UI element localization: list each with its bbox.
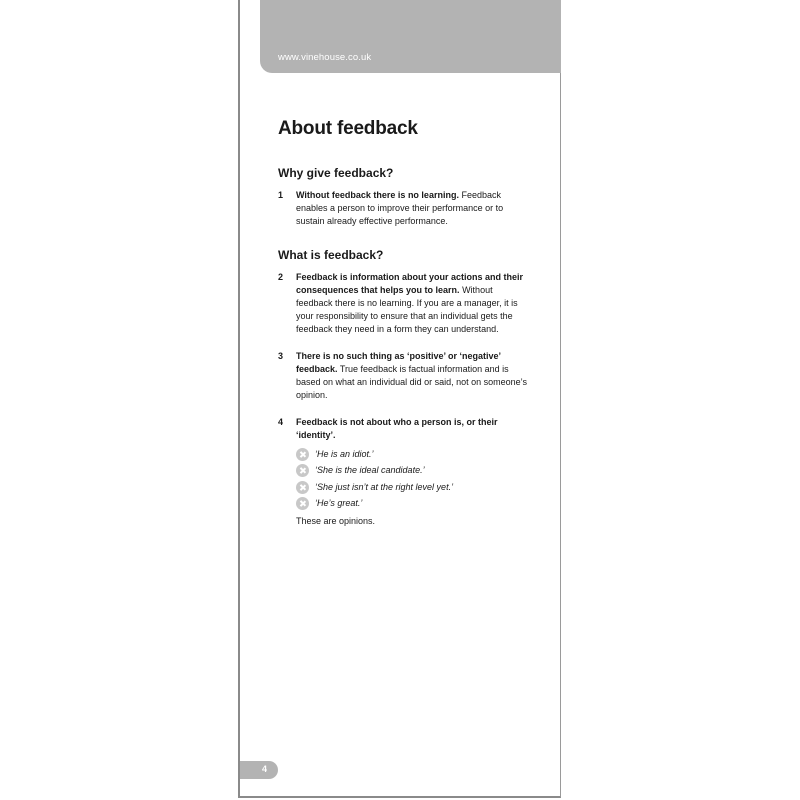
item-text: Feedback enables a person to improve their performance or to sustain already effective performance.	[296, 190, 504, 226]
cross-circle-icon	[296, 448, 309, 461]
opinion-example	[296, 463, 528, 480]
cross-circle-icon	[296, 464, 309, 477]
item-lead: Feedback is information about your actions and their consequences that helps you to learn.	[296, 272, 524, 295]
item-lead: There is no such thing as ‘positive’ or ‘negative’ feedback.	[296, 351, 501, 374]
opinion-example-text: ‘She just isn’t at the right level yet.’	[315, 481, 454, 492]
item-number: 2	[278, 272, 284, 282]
opinion-example	[296, 479, 528, 496]
page-number: 4	[262, 764, 268, 774]
section-heading: What is feedback?	[278, 248, 384, 262]
section-what-is-feedback	[278, 248, 528, 528]
numbered-item-4	[278, 416, 528, 528]
opinion-example-text: ‘She is the ideal candidate.’	[315, 465, 425, 476]
page-title: About feedback	[278, 118, 418, 139]
opinion-example-text: ‘He’s great.’	[315, 498, 363, 509]
item-number: 4	[278, 417, 284, 427]
header-band	[260, 0, 561, 73]
page-number-tab	[240, 761, 278, 779]
section-heading: Why give feedback?	[278, 166, 394, 180]
item-number: 3	[278, 351, 284, 361]
opinion-example	[296, 446, 528, 463]
numbered-item-3	[278, 350, 528, 402]
cross-circle-icon	[296, 481, 309, 494]
website-url[interactable]: www.vinehouse.co.uk	[278, 52, 372, 63]
item-lead: Feedback is not about who a person is, or their ‘identity’.	[296, 417, 498, 440]
cross-circle-icon	[296, 497, 309, 510]
closing-text: These are opinions.	[296, 516, 376, 526]
opinion-example-text: ‘He is an idiot.’	[315, 448, 374, 459]
brochure-page	[238, 0, 561, 798]
item-lead: Without feedback there is no learning.	[296, 190, 459, 200]
numbered-item-2	[278, 271, 528, 336]
item-number: 1	[278, 190, 284, 200]
numbered-item-1	[278, 189, 528, 228]
section-why-give-feedback	[278, 166, 528, 228]
item-text: Without feedback there is no learning. If you are a manager, it is your responsibility to ensure that an individual gets the feedback they need in a form they can understand.	[296, 285, 518, 334]
opinion-example	[296, 496, 528, 513]
item-text: True feedback is factual information and is based on what an individual did or said, not on someone’s opinion.	[296, 364, 527, 400]
opinion-example-list	[296, 446, 528, 512]
page-content	[278, 118, 528, 548]
